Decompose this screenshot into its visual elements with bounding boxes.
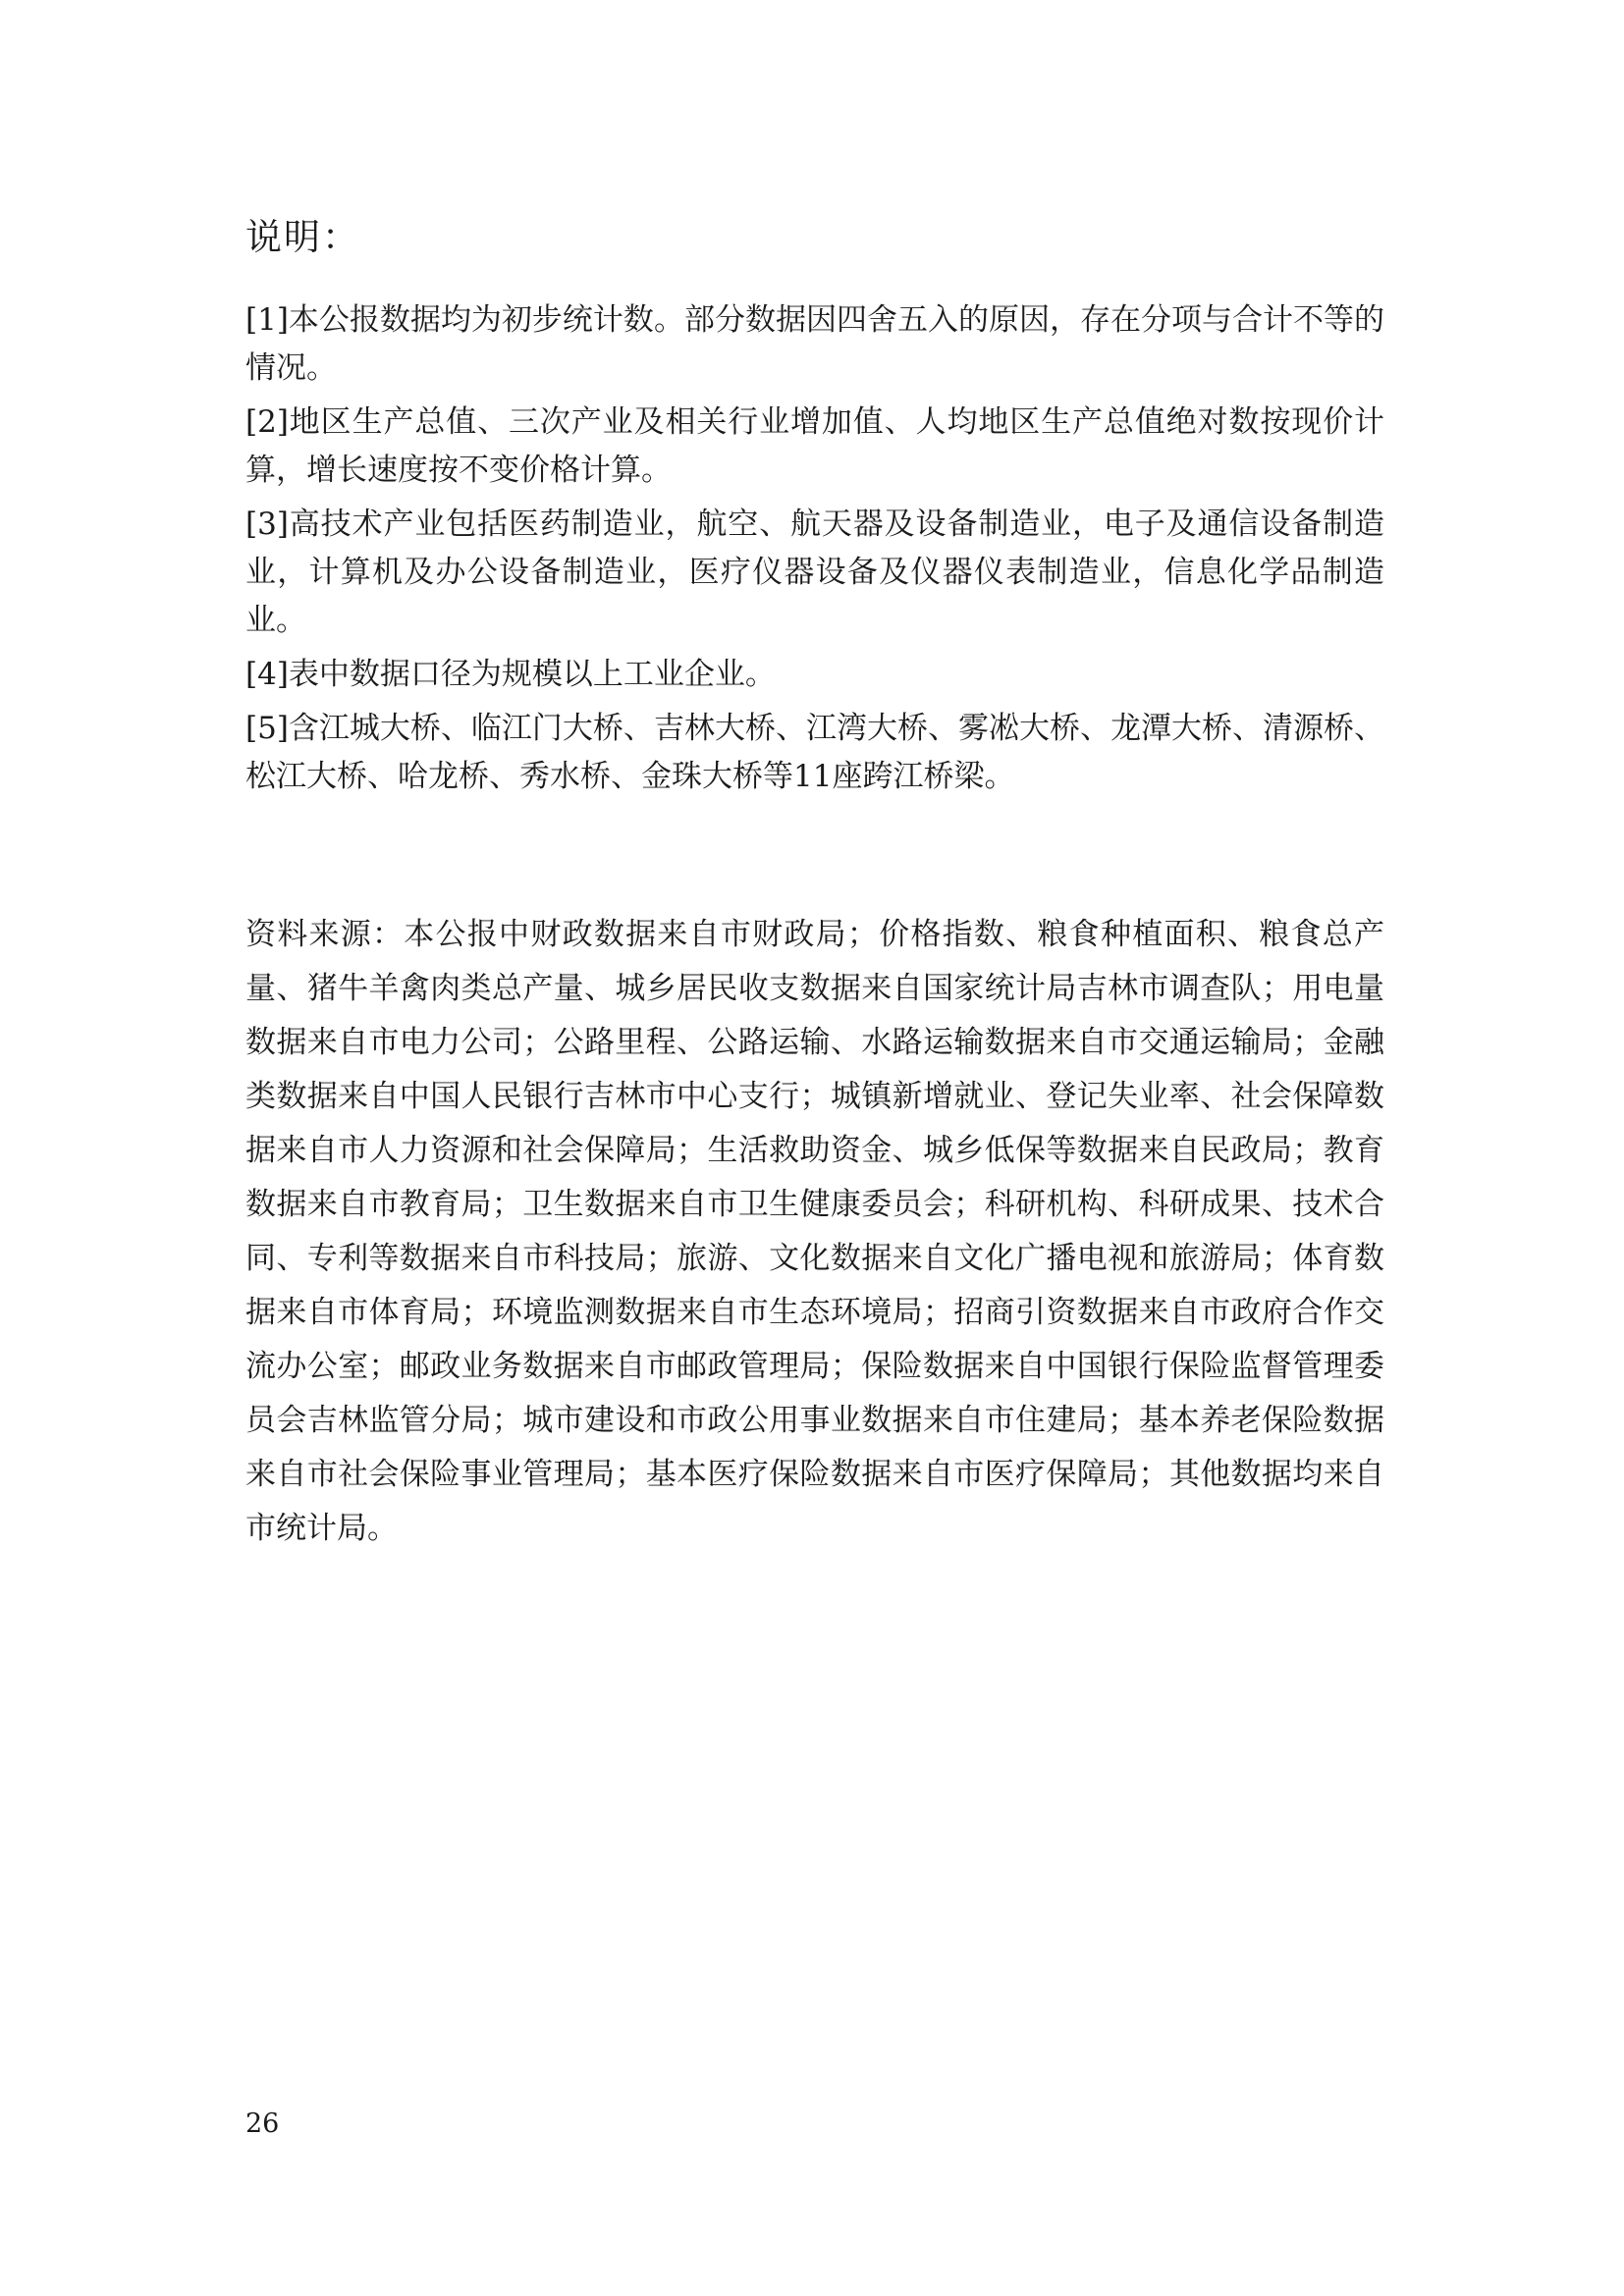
note-item-3: [3]高技术产业包括医药制造业，航空、航天器及设备制造业，电子及通信设备制造业，计算机及办公设备制造业，医疗仪器设备及仪器仪表制造业，信息化学品制造业。 [245, 507, 1384, 638]
note-item-4: [4]表中数据口径为规模以上工业企业。 [245, 657, 776, 692]
data-sources-paragraph: 资料来源：本公报中财政数据来自市财政局；价格指数、粮食种植面积、粮食总产量、猪牛羊禽肉类总产量、城乡居民收支数据来自国家统计局吉林市调查队；用电量数据来自市电力公司；公路里程、公路运输、水路运输数据来自市交通运输局；金融类数据来自中国人民银行吉林市中心支行；城镇新增就业、登记失业率、社会保障数据来自市人力资源和社会保障局；生活救助资金、城乡低保等数据来自民政局；教育数据来自市教育局；卫生数据来自市卫生健康委员会；科研机构、科研成果、技术合同、专利等数据来自市科技局；旅游、文化数据来自文化广播电视和旅游局；体育数据来自市体育局；环境监测数据来自市生态环境局；招商引资数据来自市政府合作交流办公室；邮政业务数据来自市邮政管理局；保险数据来自中国银行保险监督管理委员会吉林监管分局；城市建设和市政公用事业数据来自市住建局；基本养老保险数据来自市社会保险事业管理局；基本医疗保险数据来自市医疗保障局；其他数据均来自市统计局。 [245, 917, 1384, 1546]
page-number: 26 [245, 2109, 280, 2139]
note-item-5: [5]含江城大桥、临江门大桥、吉林大桥、江湾大桥、雾凇大桥、龙潭大桥、清源桥、松江大桥、哈龙桥、秀水桥、金珠大桥等11座跨江桥梁。 [245, 711, 1384, 794]
section-heading: 说明： [245, 216, 360, 258]
note-item-2: [2]地区生产总值、三次产业及相关行业增加值、人均地区生产总值绝对数按现价计算，增长速度按不变价格计算。 [245, 404, 1384, 488]
note-item-1: [1]本公报数据均为初步统计数。部分数据因四舍五入的原因，存在分项与合计不等的情况。 [245, 302, 1384, 386]
notes-list [245, 296, 1384, 807]
